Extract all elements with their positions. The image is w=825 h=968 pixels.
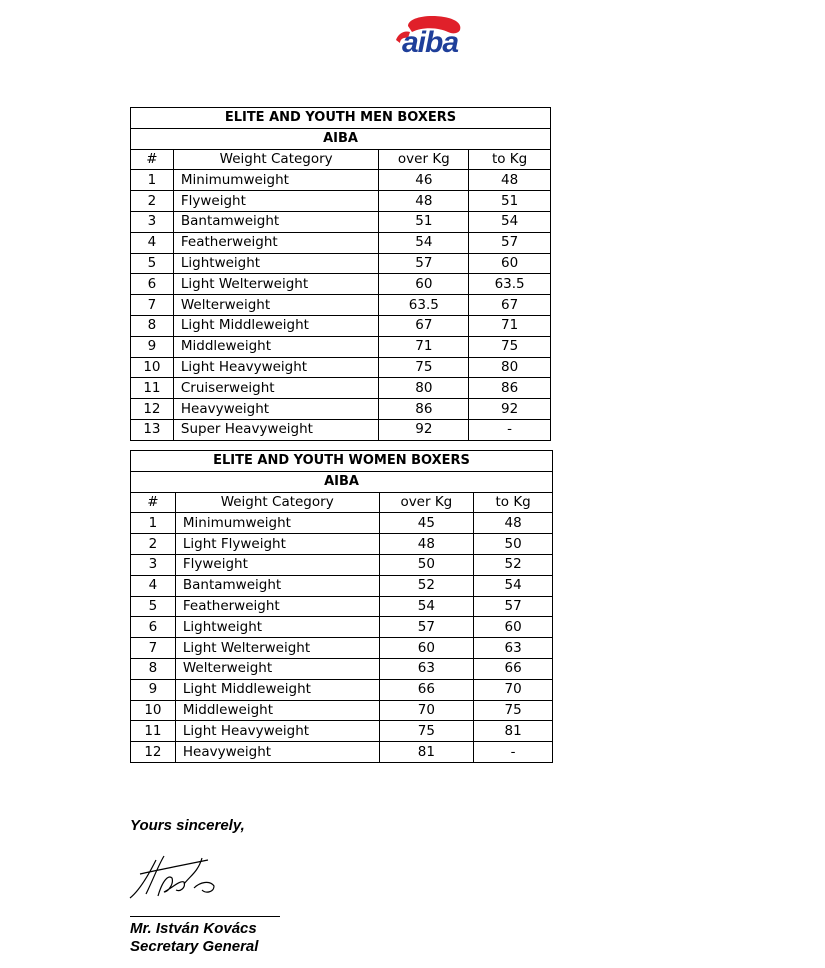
over-kg: 46 (379, 170, 469, 191)
table-row (131, 575, 553, 596)
table-row (131, 596, 553, 617)
row-number: 11 (131, 378, 174, 399)
table-row (131, 617, 553, 638)
to-kg: 57 (469, 232, 551, 253)
table-row (131, 679, 553, 700)
to-kg: 81 (474, 721, 553, 742)
table-row (131, 191, 551, 212)
over-kg: 71 (379, 336, 469, 357)
row-number: 13 (131, 419, 174, 440)
over-kg: 70 (379, 700, 474, 721)
to-kg: 50 (474, 534, 553, 555)
weight-category: Middleweight (173, 336, 379, 357)
column-header: to Kg (469, 149, 551, 170)
table-row (131, 534, 553, 555)
over-kg: 80 (379, 378, 469, 399)
table-row (131, 232, 551, 253)
signatory-name: Mr. István Kovács (130, 920, 257, 937)
table-row (131, 253, 551, 274)
weight-category: Super Heavyweight (173, 419, 379, 440)
to-kg: 75 (469, 336, 551, 357)
to-kg: 57 (474, 596, 553, 617)
weight-category: Welterweight (175, 658, 379, 679)
aiba-logo (388, 12, 468, 62)
weight-category: Featherweight (175, 596, 379, 617)
over-kg: 50 (379, 554, 474, 575)
row-number: 9 (131, 679, 176, 700)
over-kg: 52 (379, 575, 474, 596)
to-kg: - (474, 742, 553, 763)
table-row (131, 700, 553, 721)
table-row (131, 513, 553, 534)
to-kg: 75 (474, 700, 553, 721)
weight-category: Light Welterweight (173, 274, 379, 295)
to-kg: 86 (469, 378, 551, 399)
signature (128, 852, 228, 902)
weight-category: Lightweight (173, 253, 379, 274)
row-number: 2 (131, 534, 176, 555)
over-kg: 45 (379, 513, 474, 534)
to-kg: 67 (469, 295, 551, 316)
table-row (131, 274, 551, 295)
to-kg: 63 (474, 638, 553, 659)
row-number: 8 (131, 315, 174, 336)
weight-category: Lightweight (175, 617, 379, 638)
to-kg: 48 (469, 170, 551, 191)
table-subtitle: AIBA (131, 471, 553, 492)
table-row (131, 295, 551, 316)
column-header: to Kg (474, 492, 553, 513)
weight-category: Light Welterweight (175, 638, 379, 659)
weight-category: Light Heavyweight (173, 357, 379, 378)
to-kg: 92 (469, 399, 551, 420)
to-kg: 54 (469, 211, 551, 232)
to-kg: 60 (474, 617, 553, 638)
to-kg: 51 (469, 191, 551, 212)
column-header: over Kg (379, 149, 469, 170)
signature-line (130, 916, 280, 917)
men-weight-table (130, 107, 551, 441)
over-kg: 51 (379, 211, 469, 232)
table-row (131, 336, 551, 357)
over-kg: 57 (379, 253, 469, 274)
row-number: 4 (131, 575, 176, 596)
table-row (131, 399, 551, 420)
weight-category: Heavyweight (175, 742, 379, 763)
table-row (131, 658, 553, 679)
row-number: 4 (131, 232, 174, 253)
over-kg: 57 (379, 617, 474, 638)
row-number: 5 (131, 596, 176, 617)
column-header: # (131, 492, 176, 513)
row-number: 3 (131, 211, 174, 232)
table-row (131, 721, 553, 742)
table-row (131, 378, 551, 399)
table-subtitle-row (131, 471, 553, 492)
to-kg: 70 (474, 679, 553, 700)
weight-category: Flyweight (175, 554, 379, 575)
weight-category: Light Middleweight (175, 679, 379, 700)
over-kg: 54 (379, 596, 474, 617)
weight-category: Welterweight (173, 295, 379, 316)
weight-category: Minimumweight (175, 513, 379, 534)
to-kg: 80 (469, 357, 551, 378)
table-header-row (131, 149, 551, 170)
to-kg: 66 (474, 658, 553, 679)
to-kg: 71 (469, 315, 551, 336)
row-number: 7 (131, 638, 176, 659)
table-title-row (131, 108, 551, 129)
row-number: 12 (131, 399, 174, 420)
weight-category: Middleweight (175, 700, 379, 721)
table-title: ELITE AND YOUTH WOMEN BOXERS (131, 451, 553, 472)
closing-salutation: Yours sincerely, (130, 817, 245, 834)
row-number: 2 (131, 191, 174, 212)
weight-category: Bantamweight (175, 575, 379, 596)
table-row (131, 357, 551, 378)
over-kg: 75 (379, 721, 474, 742)
table-row (131, 170, 551, 191)
table-row (131, 554, 553, 575)
row-number: 11 (131, 721, 176, 742)
over-kg: 81 (379, 742, 474, 763)
to-kg: 48 (474, 513, 553, 534)
row-number: 9 (131, 336, 174, 357)
weight-category: Featherweight (173, 232, 379, 253)
table-row (131, 742, 553, 763)
women-weight-table (130, 450, 553, 763)
column-header: Weight Category (175, 492, 379, 513)
row-number: 6 (131, 617, 176, 638)
column-header: Weight Category (173, 149, 379, 170)
to-kg: 60 (469, 253, 551, 274)
row-number: 10 (131, 357, 174, 378)
weight-category: Flyweight (173, 191, 379, 212)
row-number: 8 (131, 658, 176, 679)
to-kg: 54 (474, 575, 553, 596)
row-number: 10 (131, 700, 176, 721)
over-kg: 66 (379, 679, 474, 700)
to-kg: 63.5 (469, 274, 551, 295)
table-title: ELITE AND YOUTH MEN BOXERS (131, 108, 551, 129)
row-number: 5 (131, 253, 174, 274)
table-subtitle: AIBA (131, 128, 551, 149)
over-kg: 67 (379, 315, 469, 336)
table-title-row (131, 451, 553, 472)
over-kg: 54 (379, 232, 469, 253)
weight-category: Light Heavyweight (175, 721, 379, 742)
weight-category: Heavyweight (173, 399, 379, 420)
over-kg: 86 (379, 399, 469, 420)
over-kg: 48 (379, 534, 474, 555)
row-number: 12 (131, 742, 176, 763)
row-number: 1 (131, 170, 174, 191)
table-row (131, 419, 551, 440)
to-kg: 52 (474, 554, 553, 575)
over-kg: 48 (379, 191, 469, 212)
table-row (131, 315, 551, 336)
row-number: 3 (131, 554, 176, 575)
column-header: over Kg (379, 492, 474, 513)
weight-category: Bantamweight (173, 211, 379, 232)
over-kg: 75 (379, 357, 469, 378)
weight-category: Cruiserweight (173, 378, 379, 399)
table-row (131, 638, 553, 659)
signatory-title: Secretary General (130, 938, 259, 955)
column-header: # (131, 149, 174, 170)
weight-category: Light Flyweight (175, 534, 379, 555)
weight-category: Minimumweight (173, 170, 379, 191)
over-kg: 63 (379, 658, 474, 679)
table-row (131, 211, 551, 232)
over-kg: 63.5 (379, 295, 469, 316)
table-header-row (131, 492, 553, 513)
to-kg: - (469, 419, 551, 440)
weight-category: Light Middleweight (173, 315, 379, 336)
row-number: 1 (131, 513, 176, 534)
over-kg: 60 (379, 638, 474, 659)
logo-wordmark: aiba (402, 26, 459, 59)
over-kg: 92 (379, 419, 469, 440)
row-number: 6 (131, 274, 174, 295)
row-number: 7 (131, 295, 174, 316)
over-kg: 60 (379, 274, 469, 295)
table-subtitle-row (131, 128, 551, 149)
